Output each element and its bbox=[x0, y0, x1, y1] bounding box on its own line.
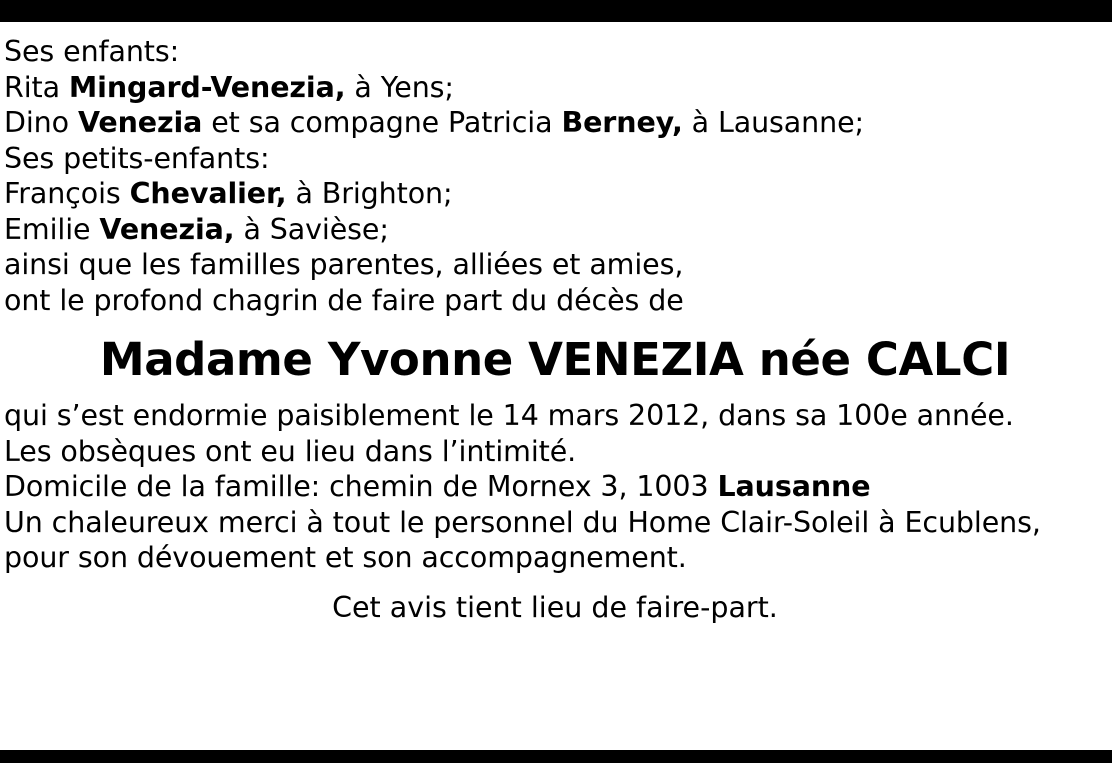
plain-text: à Brighton; bbox=[286, 177, 453, 210]
survivor-line bbox=[4, 141, 1106, 177]
top-rule bbox=[0, 0, 1112, 22]
plain-text: Dino bbox=[4, 106, 78, 139]
plain-text: Ses enfants: bbox=[4, 35, 180, 68]
detail-line bbox=[4, 540, 1106, 576]
plain-text: et sa compagne Patricia bbox=[202, 106, 562, 139]
plain-text: François bbox=[4, 177, 130, 210]
plain-text: ont le profond chagrin de faire part du décès de bbox=[4, 283, 684, 317]
plain-text: Rita bbox=[4, 70, 69, 104]
emphasized-text: Mingard-Venezia, bbox=[68, 70, 346, 104]
bottom-spacer bbox=[0, 740, 1112, 750]
survivor-line bbox=[4, 247, 1106, 283]
emphasized-text: Chevalier, bbox=[129, 177, 287, 210]
detail-line bbox=[4, 434, 1106, 470]
survivor-line bbox=[4, 105, 1106, 141]
plain-text: pour son dévouement et son accompagnement. bbox=[4, 541, 687, 574]
plain-text: à Lausanne; bbox=[682, 106, 865, 139]
notice-body bbox=[0, 34, 1112, 740]
emphasized-text: Venezia bbox=[77, 106, 203, 139]
top-spacer bbox=[0, 22, 1112, 34]
plain-text: Ses petits-enfants: bbox=[4, 141, 270, 175]
plain-text: Un chaleureux merci à tout le personnel du Home Clair-Soleil à Ecublens, bbox=[4, 505, 1041, 539]
survivor-line bbox=[4, 34, 1106, 70]
plain-text: qui s’est endormie paisiblement le 14 mars 2012, dans sa 100e année. bbox=[4, 399, 1014, 432]
plain-text: ainsi que les familles parentes, alliées et amies, bbox=[4, 248, 684, 281]
survivors-block bbox=[4, 34, 1106, 318]
detail-line bbox=[4, 469, 1106, 505]
plain-text: Domicile de la famille: chemin de Mornex 3, 1003 bbox=[4, 470, 718, 503]
plain-text: Emilie bbox=[4, 212, 100, 246]
survivor-line bbox=[4, 70, 1106, 106]
detail-line bbox=[4, 505, 1106, 541]
emphasized-text: Berney, bbox=[561, 106, 683, 139]
emphasized-text: Venezia, bbox=[99, 212, 235, 246]
bottom-rule bbox=[0, 750, 1112, 763]
plain-text: Les obsèques ont eu lieu dans l’intimité. bbox=[4, 434, 577, 468]
survivor-line bbox=[4, 212, 1106, 248]
deceased-name: Madame Yvonne VENEZIA née CALCI bbox=[99, 333, 1011, 386]
details-block bbox=[4, 398, 1106, 576]
emphasized-text: Lausanne bbox=[717, 470, 871, 503]
detail-line bbox=[4, 398, 1106, 434]
plain-text: à Yens; bbox=[345, 70, 454, 104]
survivor-line bbox=[4, 283, 1106, 319]
closing-statement: Cet avis tient lieu de faire-part. bbox=[332, 590, 778, 624]
plain-text: à Savièse; bbox=[234, 212, 389, 246]
survivor-line bbox=[4, 176, 1106, 212]
